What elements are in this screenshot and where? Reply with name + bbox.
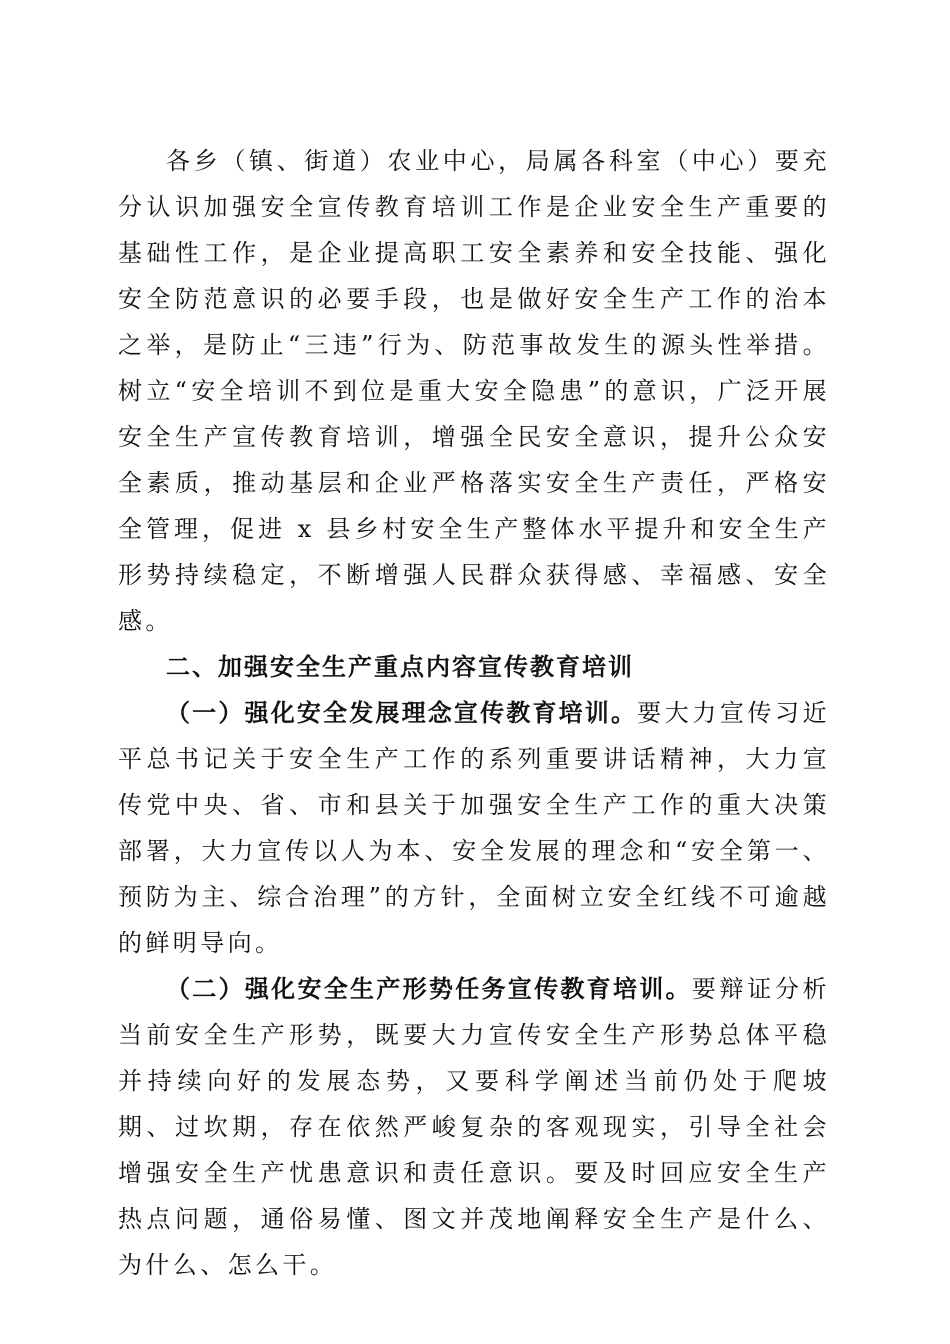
subsection-1-text: 要大力宣传习近平总书记关于安全生产工作的系列重要讲话精神，大力宣传党中央、省、市和县关于加强安全生产工作的重大决策部署，大力宣传以人为本、安全发展的理念和“安全第一、预防为主、综合治理”的方针，全面树立安全红线不可逾越的鲜明导向。 [118, 699, 830, 957]
subsection-2-paragraph [118, 966, 830, 1288]
intro-paragraph [118, 138, 830, 644]
subsection-1-paragraph [118, 690, 830, 966]
section-heading-2-text: 二、加强安全生产重点内容宣传教育培训 [166, 653, 634, 681]
subsection-1-heading: （一）强化安全发展理念宣传教育培训。 [166, 699, 638, 727]
document-body [118, 138, 830, 1288]
subsection-2-heading: （二）强化安全生产形势任务宣传教育培训。 [166, 975, 692, 1003]
section-heading-2 [118, 644, 830, 690]
intro-paragraph-text: 各乡（镇、街道）农业中心，局属各科室（中心）要充分认识加强安全宣传教育培训工作是企业安全生产重要的基础性工作，是企业提高职工安全素养和安全技能、强化安全防范意识的必要手段，也是做好安全生产工作的治本之举，是防止“三违”行为、防范事故发生的源头性举措。树立“安全培训不到位是重大安全隐患”的意识，广泛开展安全生产宣传教育培训，增强全民安全意识，提升公众安全素质，推动基层和企业严格落实安全生产责任，严格安全管理，促进 x 县乡村安全生产整体水平提升和安全生产形势持续稳定，不断增强人民群众获得感、幸福感、安全感。 [118, 147, 830, 635]
subsection-2-text: 要辩证分析当前安全生产形势，既要大力宣传安全生产形势总体平稳并持续向好的发展态势，又要科学阐述当前仍处于爬坡期、过坎期，存在依然严峻复杂的客观现实，引导全社会增强安全生产忧患意识和责任意识。要及时回应安全生产热点问题，通俗易懂、图文并茂地阐释安全生产是什么、为什么、怎么干。 [118, 975, 831, 1279]
